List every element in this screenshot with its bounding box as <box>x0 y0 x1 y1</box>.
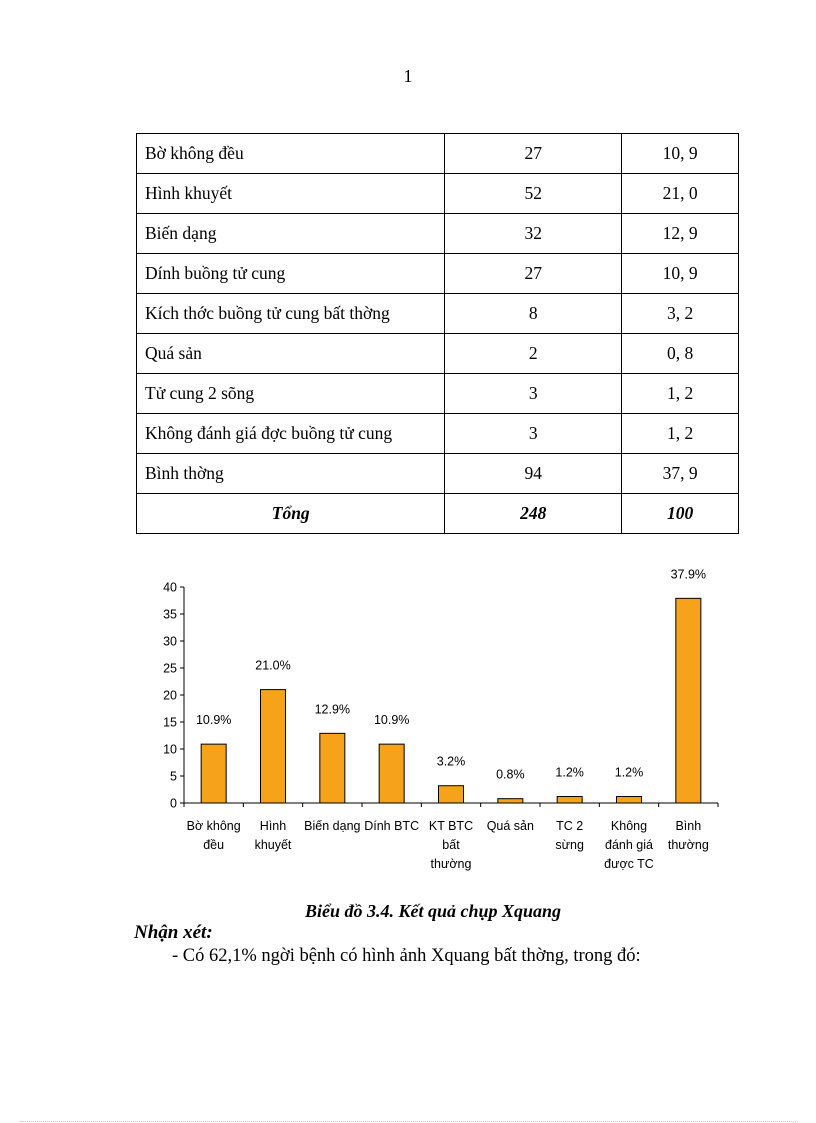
x-category-label: Dính BTC <box>364 819 420 833</box>
x-category-label: khuyết <box>254 838 292 852</box>
y-tick-label: 0 <box>170 796 177 811</box>
bar <box>379 744 404 803</box>
y-tick-label: 40 <box>163 580 177 595</box>
row-percent: 21, 0 <box>622 174 739 214</box>
table-row <box>137 214 739 254</box>
x-category-label: TC 2 <box>556 819 584 833</box>
bar-data-label: 21.0% <box>255 658 291 673</box>
x-category-label: KT BTC <box>428 819 474 833</box>
x-category-label: đều <box>203 838 225 852</box>
row-label: Kích thớc buồng tử cung bất thờng <box>137 294 445 334</box>
row-percent: 10, 9 <box>622 134 739 174</box>
bar <box>676 598 701 803</box>
results-table <box>136 133 739 534</box>
table-row <box>137 134 739 174</box>
row-count: 8 <box>445 294 622 334</box>
row-percent: 10, 9 <box>622 254 739 294</box>
x-category-label: Biến dạng <box>304 819 361 833</box>
row-percent: 1, 2 <box>622 414 739 454</box>
x-category-label: được TC <box>604 857 654 871</box>
bar-data-label: 1.2% <box>614 765 644 780</box>
table-row <box>137 294 739 334</box>
bar <box>557 797 582 803</box>
row-label: Tử cung 2 sõng <box>137 374 445 414</box>
row-percent: 37, 9 <box>622 454 739 494</box>
row-label: Tổng <box>137 494 445 534</box>
bar <box>439 786 464 803</box>
table-row <box>137 174 739 214</box>
bar-data-label: 3.2% <box>436 754 466 769</box>
y-tick-label: 30 <box>163 634 177 649</box>
table-row <box>137 374 739 414</box>
y-tick-label: 20 <box>163 688 177 703</box>
x-category-label: thường <box>430 857 472 871</box>
bar <box>617 797 642 803</box>
bar-chart-svg <box>150 566 720 876</box>
row-count: 248 <box>445 494 622 534</box>
bar-data-label: 37.9% <box>670 567 707 582</box>
y-tick-label: 5 <box>170 769 177 784</box>
bar-data-label: 10.9% <box>373 713 410 728</box>
row-count: 3 <box>445 414 622 454</box>
page-number: 1 <box>403 66 413 86</box>
bar-data-label: 10.9% <box>195 713 232 728</box>
remark-heading: Nhận xét: <box>134 922 213 943</box>
row-label: Hình khuyết <box>137 174 445 214</box>
table-row <box>137 414 739 454</box>
y-tick-label: 10 <box>163 742 177 757</box>
row-count: 27 <box>445 134 622 174</box>
y-tick-label: 25 <box>163 661 177 676</box>
y-tick-label: 15 <box>163 715 177 730</box>
row-percent: 100 <box>622 494 739 534</box>
chart-caption: Biểu đồ 3.4. Kết quả chụp Xquang <box>304 901 562 921</box>
row-label: Biến dạng <box>137 214 445 254</box>
row-label: Bờ không đều <box>137 134 445 174</box>
x-category-label: đánh giá <box>605 838 653 852</box>
page-bottom-divider <box>20 1121 796 1122</box>
bar-data-label: 1.2% <box>555 765 584 780</box>
x-category-label: Hình <box>259 819 287 833</box>
row-percent: 0, 8 <box>622 334 739 374</box>
row-count: 3 <box>445 374 622 414</box>
table-total-row <box>137 494 739 534</box>
bar-data-label: 0.8% <box>496 767 525 782</box>
x-category-label: Bình <box>675 819 702 833</box>
row-percent: 3, 2 <box>622 294 739 334</box>
table-row <box>137 334 739 374</box>
row-count: 32 <box>445 214 622 254</box>
x-category-label: Quá sản <box>486 819 534 833</box>
x-category-label: sừng <box>555 838 584 852</box>
row-count: 27 <box>445 254 622 294</box>
bar <box>201 744 226 803</box>
x-category-label: Bờ không <box>186 819 241 833</box>
y-tick-label: 35 <box>163 607 177 622</box>
remark-text: - Có 62,1% ngời bệnh có hình ảnh Xquang bất thờng, trong đó: <box>172 946 641 966</box>
bar-data-label: 12.9% <box>314 702 351 717</box>
bar <box>498 799 523 803</box>
row-count: 52 <box>445 174 622 214</box>
x-category-label: thường <box>667 838 709 852</box>
row-label: Quá sản <box>137 334 445 374</box>
row-percent: 12, 9 <box>622 214 739 254</box>
x-category-label: Không <box>610 819 648 833</box>
row-percent: 1, 2 <box>622 374 739 414</box>
bar-chart <box>150 566 720 881</box>
bar <box>320 733 345 803</box>
table-row <box>137 454 739 494</box>
row-count: 2 <box>445 334 622 374</box>
bar <box>261 690 286 803</box>
row-label: Dính buồng tử cung <box>137 254 445 294</box>
x-category-label: bất <box>442 838 460 852</box>
row-label: Không đánh giá đợc buồng tử cung <box>137 414 445 454</box>
table-row <box>137 254 739 294</box>
row-label: Bình thờng <box>137 454 445 494</box>
row-count: 94 <box>445 454 622 494</box>
